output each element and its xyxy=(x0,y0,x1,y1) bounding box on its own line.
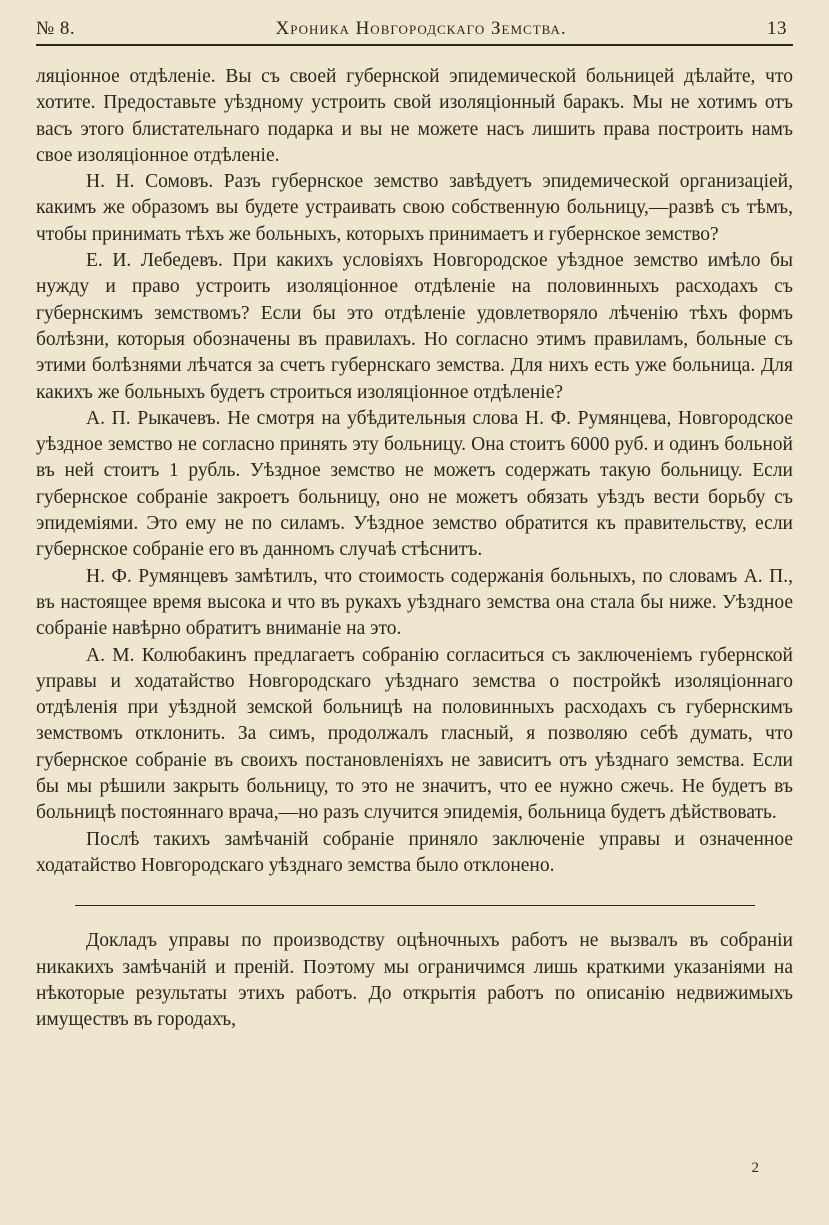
running-header xyxy=(36,18,793,44)
body-text xyxy=(36,64,793,1033)
section-divider xyxy=(75,905,755,906)
paragraph: Н. Ф. Румянцевъ замѣтилъ, что стоимость содержанія больныхъ, по словамъ А. П., въ настоящее время высока и что въ рукахъ уѣзднаго земства она стала бы ниже. Уѣздное собраніе навѣрно обратитъ вниманіе на это. xyxy=(36,565,793,640)
signature-mark: 2 xyxy=(751,1160,759,1176)
paragraph: А. М. Колюбакинъ предлагаетъ собранію согласиться съ заключеніемъ губернской управы и ходатайство Новгородскаго уѣзднаго земства о постройкѣ изоляціоннаго отдѣленія при уѣздной земской больницѣ на половинныхъ расходахъ съ губернскимъ земствомъ отклонить. За симъ, продолжалъ гласный, я позволяю себѣ думать, что губернское собраніе въ своихъ постановленіяхъ не зависитъ отъ уѣзднаго земства. Если бы мы рѣшили закрыть больницу, то это не значитъ, что ее нужно сжечь. Не будетъ въ больницѣ постояннаго врача,—но разъ случится эпидемія, больница будетъ дѣйствовать. xyxy=(36,644,793,824)
header-rule xyxy=(36,44,793,46)
page-number: 13 xyxy=(766,18,787,39)
paragraph: Е. И. Лебедевъ. При какихъ условіяхъ Новгородское уѣздное земство имѣло бы нужду и право устроить изоляціонное отдѣленіе на половинныхъ расходахъ съ губернскимъ земствомъ? Если бы это отдѣленіе удовлетворяло лѣченію тѣхъ формъ болѣзни, которыя обозначены въ правилахъ. Но согласно этимъ правиламъ, больные съ этими болѣзнями лѣчатся за счетъ губернскаго земства. Для нихъ есть уже больница. Для какихъ же больныхъ будетъ строиться изоляціонное отдѣленіе? xyxy=(36,250,793,403)
paragraph: ляціонное отдѣленіе. Вы съ своей губернской эпидемической больницей дѣлайте, что хотите. Предоставьте уѣздному устроить свой изоляціонный баракъ. Мы не хотимъ отъ васъ этого блистательнаго подарка и вы не можете насъ лишить права построить намъ свое изоляціонное отдѣленіе. xyxy=(36,66,793,166)
journal-title: Хроника Новгородскаго Земства. xyxy=(275,18,567,39)
paragraph: Н. Н. Сомовъ. Разъ губернское земство завѣдуетъ эпидемической организаціей, какимъ же образомъ вы будете устраивать свою собственную больницу,—развѣ съ тѣмъ, чтобы принимать тѣхъ же больныхъ, которыхъ принимаетъ и губернское земство? xyxy=(36,171,793,245)
issue-number: № 8. xyxy=(36,18,76,39)
paragraph: Докладъ управы по производству оцѣночныхъ работъ не вызвалъ въ собраніи никакихъ замѣчаній и преній. Поэтому мы ограничимся лишь краткими указаніями на нѣкоторые результаты этихъ работъ. До открытія работъ по описанію недвижимыхъ имуществъ въ городахъ, xyxy=(36,930,793,1031)
paragraph: А. П. Рыкачевъ. Не смотря на убѣдительныя слова Н. Ф. Румянцева, Новгородское уѣздное земство не согласно принять эту больницу. Она стоитъ 6000 руб. и одинъ больной въ ней стоитъ 1 рубль. Уѣздное земство не можетъ содержать такую больницу. Если губернское собраніе закроетъ больницу, оно не можетъ обязать уѣздъ вести борьбу съ эпидеміями. Это ему не по силамъ. Уѣздное земство обратится къ правительству, если губернское собраніе его въ данномъ случаѣ стѣснитъ. xyxy=(36,407,793,561)
paragraph: Послѣ такихъ замѣчаній собраніе приняло заключеніе управы и означенное ходатайство Новгородскаго уѣзднаго земства было отклонено. xyxy=(36,828,793,876)
